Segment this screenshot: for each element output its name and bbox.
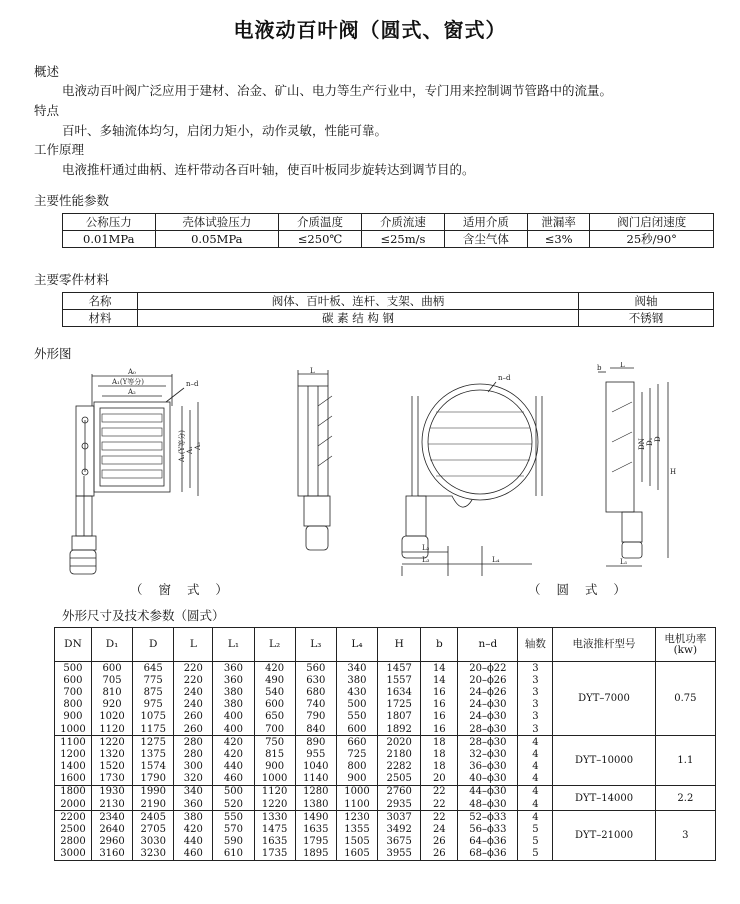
dims-cell: 5 bbox=[518, 848, 553, 861]
dims-cell: 1807 bbox=[378, 711, 421, 723]
dims-cell: 740 bbox=[295, 699, 336, 711]
round-type-drawing bbox=[392, 366, 552, 576]
perf-value-cell: 含尘气体 bbox=[444, 231, 527, 248]
dims-cell: 560 bbox=[295, 662, 336, 675]
dims-cell: 1800 bbox=[55, 785, 92, 798]
perf-header-cell: 介质温度 bbox=[279, 214, 362, 231]
material-cell: 名称 bbox=[63, 293, 138, 310]
dims-cell: 20 bbox=[421, 773, 458, 786]
round-side-label-dn: DN bbox=[638, 438, 646, 450]
dims-cell: 4 bbox=[518, 785, 553, 798]
dims-cell: 26 bbox=[421, 836, 458, 848]
principle-heading: 工作原理 bbox=[34, 142, 85, 157]
dims-cell: 775 bbox=[133, 674, 174, 686]
perf-header-cell: 泄漏率 bbox=[527, 214, 590, 231]
dims-cell: 645 bbox=[133, 662, 174, 675]
dims-model-cell: DYT–10000 bbox=[553, 736, 655, 786]
dims-cell: 24–ϕ26 bbox=[458, 686, 518, 698]
dims-cell: 3000 bbox=[55, 848, 92, 861]
overview-heading: 概述 bbox=[34, 64, 60, 79]
dims-cell: 1220 bbox=[91, 736, 132, 749]
dims-cell: 1375 bbox=[133, 748, 174, 760]
dims-cell: 300 bbox=[174, 761, 213, 773]
dims-cell: 1490 bbox=[295, 811, 336, 824]
dims-cell: 18 bbox=[421, 761, 458, 773]
dims-cell: 520 bbox=[213, 798, 254, 811]
dims-header-cell: b bbox=[421, 628, 458, 662]
dims-cell: 1100 bbox=[336, 798, 377, 811]
dims-cell: 1120 bbox=[254, 785, 295, 798]
outline-heading: 外形图 bbox=[34, 346, 72, 361]
dims-cell: 1230 bbox=[336, 811, 377, 824]
round-label-l2: L₂ bbox=[422, 544, 430, 552]
perf-value-cell: 0.05MPa bbox=[155, 231, 279, 248]
dims-cell: 800 bbox=[55, 699, 92, 711]
dims-cell: 14 bbox=[421, 662, 458, 675]
dims-cell: 490 bbox=[254, 674, 295, 686]
dims-cell: 2282 bbox=[378, 761, 421, 773]
dims-cell: 68–ϕ36 bbox=[458, 848, 518, 861]
dims-cell: 540 bbox=[254, 686, 295, 698]
perf-value-cell: ≤3% bbox=[527, 231, 590, 248]
dims-cell: 810 bbox=[91, 686, 132, 698]
perf-value-cell: ≤25m/s bbox=[361, 231, 444, 248]
dims-cell: 44–ϕ30 bbox=[458, 785, 518, 798]
dims-model-cell: DYT–21000 bbox=[553, 811, 655, 861]
material-cell: 材料 bbox=[63, 310, 138, 327]
dims-cell: 1635 bbox=[254, 836, 295, 848]
dims-cell: 1100 bbox=[55, 736, 92, 749]
dims-cell: 1600 bbox=[55, 773, 92, 786]
window-label-a0: A₀ bbox=[128, 368, 136, 376]
dims-cell: 260 bbox=[174, 723, 213, 736]
dims-cell: 1275 bbox=[133, 736, 174, 749]
window-label-a1eq-v: A₁(Y等分) bbox=[178, 430, 186, 462]
dims-cell: 4 bbox=[518, 798, 553, 811]
dims-cell: 240 bbox=[174, 699, 213, 711]
window-type-drawing bbox=[62, 366, 222, 586]
dims-cell: 2200 bbox=[55, 811, 92, 824]
dims-cell: 430 bbox=[336, 686, 377, 698]
dims-cell: 5 bbox=[518, 836, 553, 848]
dims-cell: 800 bbox=[336, 761, 377, 773]
dims-cell: 400 bbox=[213, 711, 254, 723]
dims-cell: 400 bbox=[213, 723, 254, 736]
dims-cell: 1355 bbox=[336, 823, 377, 835]
dims-cell: 550 bbox=[336, 711, 377, 723]
dims-cell: 500 bbox=[336, 699, 377, 711]
dims-cell: 420 bbox=[213, 736, 254, 749]
dims-cell: 240 bbox=[174, 686, 213, 698]
dims-cell: 900 bbox=[55, 711, 92, 723]
dims-cell: 3 bbox=[518, 662, 553, 675]
dims-header-cell: D₁ bbox=[91, 628, 132, 662]
dims-header-cell: L₂ bbox=[254, 628, 295, 662]
dims-cell: 3 bbox=[518, 711, 553, 723]
dims-cell: 4 bbox=[518, 736, 553, 749]
dims-cell: 1020 bbox=[91, 711, 132, 723]
perf-value-cell: 25秒/90° bbox=[590, 231, 714, 248]
dims-cell: 570 bbox=[213, 823, 254, 835]
dims-model-cell: DYT–14000 bbox=[553, 785, 655, 810]
dims-cell: 550 bbox=[213, 811, 254, 824]
round-side-label-h: H bbox=[670, 468, 677, 476]
dims-cell: 705 bbox=[91, 674, 132, 686]
dims-cell: 2760 bbox=[378, 785, 421, 798]
dims-header-cell: L₁ bbox=[213, 628, 254, 662]
caption-window: （ 窗 式 ） bbox=[130, 582, 234, 597]
dims-cell: 660 bbox=[336, 736, 377, 749]
dims-cell: 3 bbox=[518, 699, 553, 711]
dims-cell: 680 bbox=[295, 686, 336, 698]
dims-cell: 1634 bbox=[378, 686, 421, 698]
dims-cell: 18 bbox=[421, 748, 458, 760]
dims-cell: 5 bbox=[518, 823, 553, 835]
dims-cell: 1930 bbox=[91, 785, 132, 798]
dims-cell: 1892 bbox=[378, 723, 421, 736]
dims-cell: 16 bbox=[421, 723, 458, 736]
dims-cell: 1505 bbox=[336, 836, 377, 848]
dims-cell: 725 bbox=[336, 748, 377, 760]
dims-cell: 1790 bbox=[133, 773, 174, 786]
dims-cell: 420 bbox=[174, 823, 213, 835]
perf-header-cell: 壳体试验压力 bbox=[155, 214, 279, 231]
dims-power-cell: 3 bbox=[655, 811, 715, 861]
dims-cell: 16 bbox=[421, 686, 458, 698]
dims-cell: 2130 bbox=[91, 798, 132, 811]
material-cell: 阀体、百叶板、连杆、支架、曲柄 bbox=[138, 293, 579, 310]
window-label-a2: A₂ bbox=[128, 388, 136, 396]
round-side-label-l1: L₁ bbox=[620, 558, 628, 566]
material-cell: 不锈钢 bbox=[579, 310, 714, 327]
dims-cell: 1520 bbox=[91, 761, 132, 773]
dims-cell: 56–ϕ33 bbox=[458, 823, 518, 835]
dims-cell: 2500 bbox=[55, 823, 92, 835]
dims-cell: 3230 bbox=[133, 848, 174, 861]
dims-cell: 2190 bbox=[133, 798, 174, 811]
dims-cell: 2405 bbox=[133, 811, 174, 824]
dims-cell: 3037 bbox=[378, 811, 421, 824]
dims-cell: 1075 bbox=[133, 711, 174, 723]
dims-cell: 340 bbox=[336, 662, 377, 675]
dims-model-cell: DYT–7000 bbox=[553, 662, 655, 736]
dims-cell: 590 bbox=[213, 836, 254, 848]
dims-cell: 610 bbox=[213, 848, 254, 861]
dims-cell: 380 bbox=[174, 811, 213, 824]
perf-header-cell: 适用介质 bbox=[444, 214, 527, 231]
dims-cell: 460 bbox=[174, 848, 213, 861]
dims-cell: 220 bbox=[174, 662, 213, 675]
dims-cell: 3955 bbox=[378, 848, 421, 861]
dims-cell: 360 bbox=[213, 662, 254, 675]
dims-cell: 1000 bbox=[336, 785, 377, 798]
dims-cell: 1400 bbox=[55, 761, 92, 773]
dims-cell: 840 bbox=[295, 723, 336, 736]
dims-cell: 26 bbox=[421, 848, 458, 861]
dims-cell: 1725 bbox=[378, 699, 421, 711]
window-label-a3: A₃ bbox=[194, 442, 202, 450]
dims-cell: 875 bbox=[133, 686, 174, 698]
dims-cell: 1895 bbox=[295, 848, 336, 861]
dims-header-cell: 电机功率(kw) bbox=[655, 628, 715, 662]
dims-cell: 260 bbox=[174, 711, 213, 723]
dims-cell: 2935 bbox=[378, 798, 421, 811]
dims-cell: 815 bbox=[254, 748, 295, 760]
dims-cell: 320 bbox=[174, 773, 213, 786]
round-label-nd: n–d bbox=[498, 374, 511, 382]
dims-cell: 1200 bbox=[55, 748, 92, 760]
dims-header-cell: DN bbox=[55, 628, 92, 662]
dims-power-cell: 0.75 bbox=[655, 662, 715, 736]
dims-cell: 1730 bbox=[91, 773, 132, 786]
dims-cell: 24–ϕ30 bbox=[458, 711, 518, 723]
dims-cell: 3 bbox=[518, 674, 553, 686]
dims-cell: 22 bbox=[421, 785, 458, 798]
dims-cell: 1574 bbox=[133, 761, 174, 773]
table-row bbox=[55, 736, 716, 749]
dims-cell: 3492 bbox=[378, 823, 421, 835]
dims-cell: 280 bbox=[174, 748, 213, 760]
dims-cell: 1330 bbox=[254, 811, 295, 824]
dims-cell: 2960 bbox=[91, 836, 132, 848]
round-label-l3: L₃ bbox=[422, 556, 430, 564]
round-side-drawing bbox=[592, 362, 692, 582]
dims-cell: 500 bbox=[213, 785, 254, 798]
dims-cell: 790 bbox=[295, 711, 336, 723]
dims-cell: 1605 bbox=[336, 848, 377, 861]
dims-cell: 1380 bbox=[295, 798, 336, 811]
table-row bbox=[55, 785, 716, 798]
dims-cell: 48–ϕ30 bbox=[458, 798, 518, 811]
dims-cell: 380 bbox=[336, 674, 377, 686]
dims-cell: 975 bbox=[133, 699, 174, 711]
dims-cell: 600 bbox=[91, 662, 132, 675]
dims-cell: 1220 bbox=[254, 798, 295, 811]
dims-cell: 380 bbox=[213, 699, 254, 711]
dims-cell: 3 bbox=[518, 723, 553, 736]
dims-cell: 3030 bbox=[133, 836, 174, 848]
dims-cell: 955 bbox=[295, 748, 336, 760]
dims-header-cell: L₃ bbox=[295, 628, 336, 662]
dims-cell: 36–ϕ30 bbox=[458, 761, 518, 773]
dims-cell: 920 bbox=[91, 699, 132, 711]
dims-header-cell: L₄ bbox=[336, 628, 377, 662]
perf-header-cell: 公称压力 bbox=[63, 214, 156, 231]
dims-header-cell: D bbox=[133, 628, 174, 662]
dims-cell: 420 bbox=[254, 662, 295, 675]
dims-cell: 1140 bbox=[295, 773, 336, 786]
dims-cell: 1557 bbox=[378, 674, 421, 686]
dims-cell: 16 bbox=[421, 699, 458, 711]
window-label-a1eq: A₁(Y等分) bbox=[112, 378, 144, 386]
dims-cell: 630 bbox=[295, 674, 336, 686]
dims-cell: 4 bbox=[518, 761, 553, 773]
dims-cell: 650 bbox=[254, 711, 295, 723]
dims-header-cell: n–d bbox=[458, 628, 518, 662]
round-side-label-b: b bbox=[597, 364, 602, 372]
perf-header-cell: 阀门启闭速度 bbox=[590, 214, 714, 231]
dims-cell: 4 bbox=[518, 773, 553, 786]
table-row bbox=[55, 662, 716, 675]
features-heading: 特点 bbox=[34, 103, 60, 118]
dims-cell: 14 bbox=[421, 674, 458, 686]
dims-cell: 64–ϕ36 bbox=[458, 836, 518, 848]
dims-cell: 360 bbox=[174, 798, 213, 811]
dims-cell: 1175 bbox=[133, 723, 174, 736]
material-cell: 碳 素 结 构 钢 bbox=[138, 310, 579, 327]
dims-cell: 2180 bbox=[378, 748, 421, 760]
dims-cell: 1000 bbox=[55, 723, 92, 736]
dims-cell: 360 bbox=[213, 674, 254, 686]
side-label-l: L bbox=[310, 367, 315, 375]
round-side-label-d1: D₁ bbox=[646, 437, 654, 446]
dims-cell: 1795 bbox=[295, 836, 336, 848]
dims-cell: 28–ϕ30 bbox=[458, 723, 518, 736]
dims-cell: 440 bbox=[213, 761, 254, 773]
window-side-drawing bbox=[288, 366, 358, 566]
overview-text: 电液动百叶阀广泛应用于建材、冶金、矿山、电力等生产行业中，专门用来控制调节管路中的流量。 bbox=[62, 83, 613, 98]
dims-cell: 24–ϕ30 bbox=[458, 699, 518, 711]
dims-cell: 16 bbox=[421, 711, 458, 723]
perf-value-cell: 0.01MPa bbox=[63, 231, 156, 248]
materials-table bbox=[62, 292, 714, 327]
dims-cell: 2705 bbox=[133, 823, 174, 835]
dims-cell: 24 bbox=[421, 823, 458, 835]
dims-cell: 2000 bbox=[55, 798, 92, 811]
window-label-a1: A₁ bbox=[186, 446, 194, 454]
dims-table bbox=[54, 627, 716, 861]
dims-heading: 外形尺寸及技术参数（圆式） bbox=[62, 608, 225, 623]
dims-cell: 4 bbox=[518, 748, 553, 760]
dims-cell: 20–ϕ22 bbox=[458, 662, 518, 675]
performance-table bbox=[62, 213, 714, 248]
dims-cell: 3160 bbox=[91, 848, 132, 861]
features-text: 百叶、多轴流体均匀，启闭力矩小，动作灵敏，性能可靠。 bbox=[62, 123, 388, 138]
dims-cell: 3 bbox=[518, 686, 553, 698]
dims-cell: 1735 bbox=[254, 848, 295, 861]
dims-cell: 4 bbox=[518, 811, 553, 824]
dims-cell: 2020 bbox=[378, 736, 421, 749]
dims-cell: 20–ϕ26 bbox=[458, 674, 518, 686]
material-cell: 阀轴 bbox=[579, 293, 714, 310]
dims-cell: 2340 bbox=[91, 811, 132, 824]
performance-heading: 主要性能参数 bbox=[34, 193, 110, 208]
dims-cell: 2505 bbox=[378, 773, 421, 786]
dims-cell: 32–ϕ30 bbox=[458, 748, 518, 760]
dims-cell: 600 bbox=[254, 699, 295, 711]
table-row bbox=[55, 811, 716, 824]
dims-cell: 2800 bbox=[55, 836, 92, 848]
round-label-l4: L₄ bbox=[492, 556, 500, 564]
dims-cell: 18 bbox=[421, 736, 458, 749]
perf-header-cell: 介质流速 bbox=[361, 214, 444, 231]
dims-header-cell: 电液推杆型号 bbox=[553, 628, 655, 662]
dims-header-cell: 轴数 bbox=[518, 628, 553, 662]
dims-cell: 750 bbox=[254, 736, 295, 749]
dims-header-cell: H bbox=[378, 628, 421, 662]
principle-text: 电液推杆通过曲柄、连杆带动各百叶轴，使百叶板同步旋转达到调节目的。 bbox=[62, 162, 475, 177]
dims-header-cell: L bbox=[174, 628, 213, 662]
dims-cell: 600 bbox=[336, 723, 377, 736]
dims-cell: 1990 bbox=[133, 785, 174, 798]
materials-heading: 主要零件材料 bbox=[34, 272, 110, 287]
dims-power-cell: 2.2 bbox=[655, 785, 715, 810]
dims-cell: 1120 bbox=[91, 723, 132, 736]
dims-cell: 52–ϕ33 bbox=[458, 811, 518, 824]
dims-cell: 3675 bbox=[378, 836, 421, 848]
dims-cell: 900 bbox=[254, 761, 295, 773]
dims-cell: 1040 bbox=[295, 761, 336, 773]
dims-cell: 500 bbox=[55, 662, 92, 675]
dims-cell: 1457 bbox=[378, 662, 421, 675]
dims-cell: 340 bbox=[174, 785, 213, 798]
window-label-nd: n–d bbox=[186, 380, 199, 388]
dims-cell: 1280 bbox=[295, 785, 336, 798]
dims-cell: 600 bbox=[55, 674, 92, 686]
dims-cell: 280 bbox=[174, 736, 213, 749]
caption-round: （ 圆 式 ） bbox=[528, 582, 632, 597]
perf-value-cell: ≤250℃ bbox=[279, 231, 362, 248]
dims-cell: 1000 bbox=[254, 773, 295, 786]
dims-cell: 460 bbox=[213, 773, 254, 786]
dims-cell: 220 bbox=[174, 674, 213, 686]
dims-cell: 1320 bbox=[91, 748, 132, 760]
dims-cell: 1635 bbox=[295, 823, 336, 835]
dims-cell: 380 bbox=[213, 686, 254, 698]
dims-cell: 700 bbox=[55, 686, 92, 698]
dims-cell: 28–ϕ30 bbox=[458, 736, 518, 749]
dims-cell: 22 bbox=[421, 798, 458, 811]
dims-cell: 700 bbox=[254, 723, 295, 736]
dims-power-cell: 1.1 bbox=[655, 736, 715, 786]
dims-cell: 890 bbox=[295, 736, 336, 749]
dims-cell: 40–ϕ30 bbox=[458, 773, 518, 786]
dims-cell: 1475 bbox=[254, 823, 295, 835]
dims-cell: 22 bbox=[421, 811, 458, 824]
dims-cell: 440 bbox=[174, 836, 213, 848]
dims-cell: 2640 bbox=[91, 823, 132, 835]
round-side-label-d: D bbox=[654, 436, 662, 442]
round-side-label-l: L bbox=[620, 362, 625, 369]
page-title: 电液动百叶阀（圆式、窗式） bbox=[233, 18, 507, 42]
dims-cell: 900 bbox=[336, 773, 377, 786]
dims-cell: 420 bbox=[213, 748, 254, 760]
